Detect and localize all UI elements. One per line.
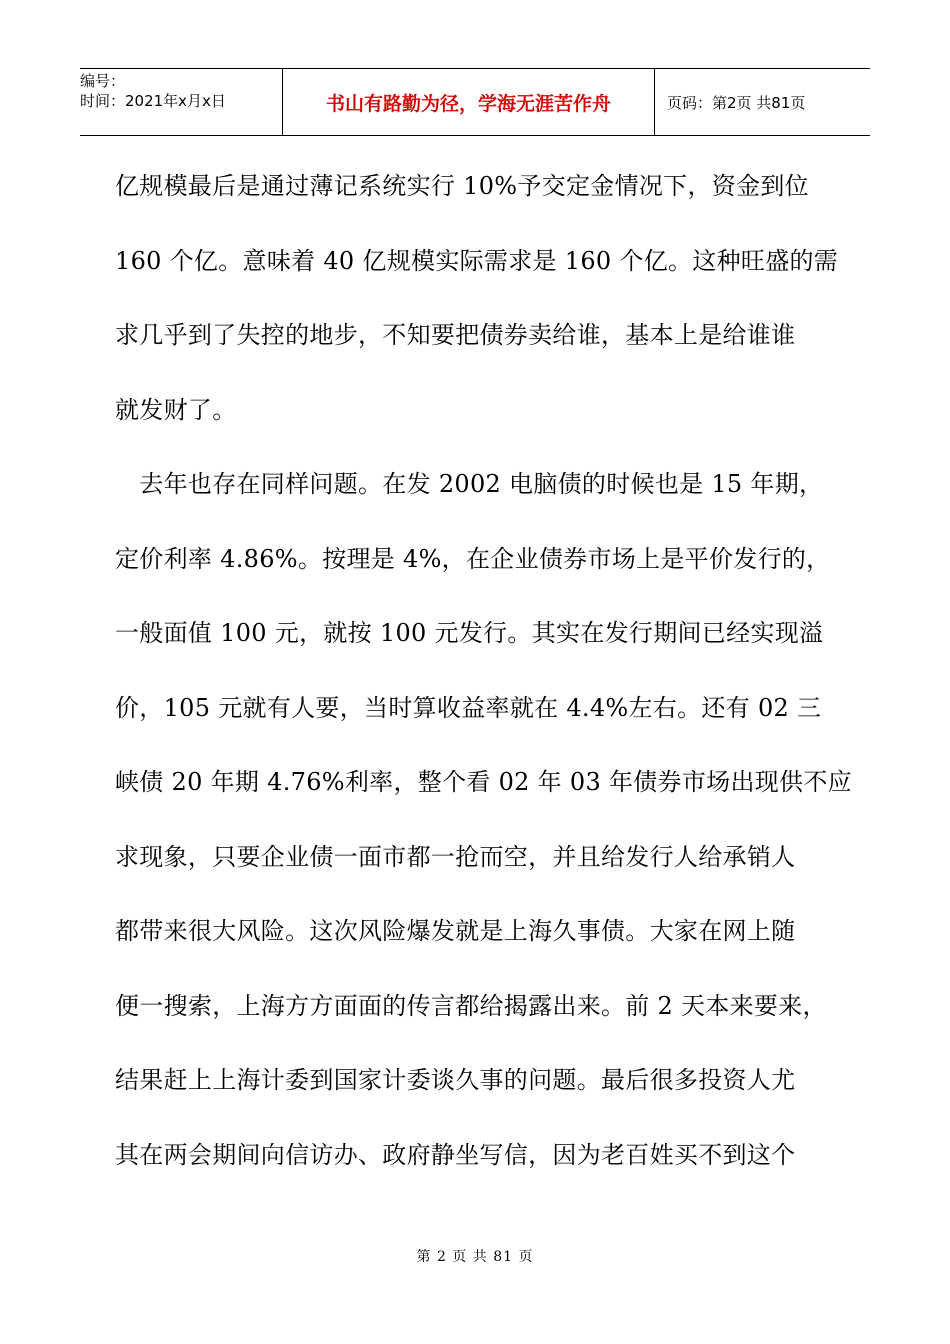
text-line: 求现象，只要企业债一面市都一抢而空，并且给发行人给承销人 <box>115 842 796 871</box>
document-number-label: 编号： <box>80 72 126 90</box>
text-line: 160 个亿。意味着 40 亿规模实际需求是 160 个亿。这种旺盛的需 <box>115 246 839 275</box>
document-time-label: 时间：2021年x月x日 <box>80 92 226 110</box>
header-page-info: 页码：第2页 共81页 <box>667 93 806 112</box>
text-line: 都带来很大风险。这次风险爆发就是上海久事债。大家在网上随 <box>115 917 796 945</box>
document-body <box>115 166 852 1209</box>
header-motto: 书山有路勤为径，学海无涯苦作舟 <box>282 69 655 135</box>
text-line: 去年也存在同样问题。在发 2002 电脑债的时候也是 15 年期， <box>115 470 824 498</box>
header-meta <box>80 69 282 135</box>
text-line: 一般面值 100 元，就按 100 元发行。其实在发行期间已经实现溢 <box>115 619 824 647</box>
page-footer: 第 2 页 共 81 页 <box>416 1249 534 1265</box>
text-line: 亿规模最后是通过薄记系统实行 10%予交定金情况下，资金到位 <box>115 172 809 200</box>
text-line: 定价利率 4.86%。按理是 4%，在企业债券市场上是平价发行的， <box>115 544 831 573</box>
text-line: 就发财了。 <box>115 395 237 424</box>
text-line: 便一搜索，上海方方面面的传言都给揭露出来。前 2 天本来要来， <box>115 991 827 1020</box>
text-line: 求几乎到了失控的地步，不知要把债券卖给谁，基本上是给谁谁 <box>115 321 796 349</box>
text-line: 价，105 元就有人要，当时算收益率就在 4.4%左右。还有 02 三 <box>115 693 822 722</box>
page-header <box>80 68 870 136</box>
text-line: 峡债 20 年期 4.76%利率，整个看 02 年 03 年债券市场出现供不应 <box>115 768 852 796</box>
text-line: 结果赶上上海计委到国家计委谈久事的问题。最后很多投资人尤 <box>115 1066 796 1094</box>
text-line: 其在两会期间向信访办、政府静坐写信，因为老百姓买不到这个 <box>115 1140 796 1169</box>
